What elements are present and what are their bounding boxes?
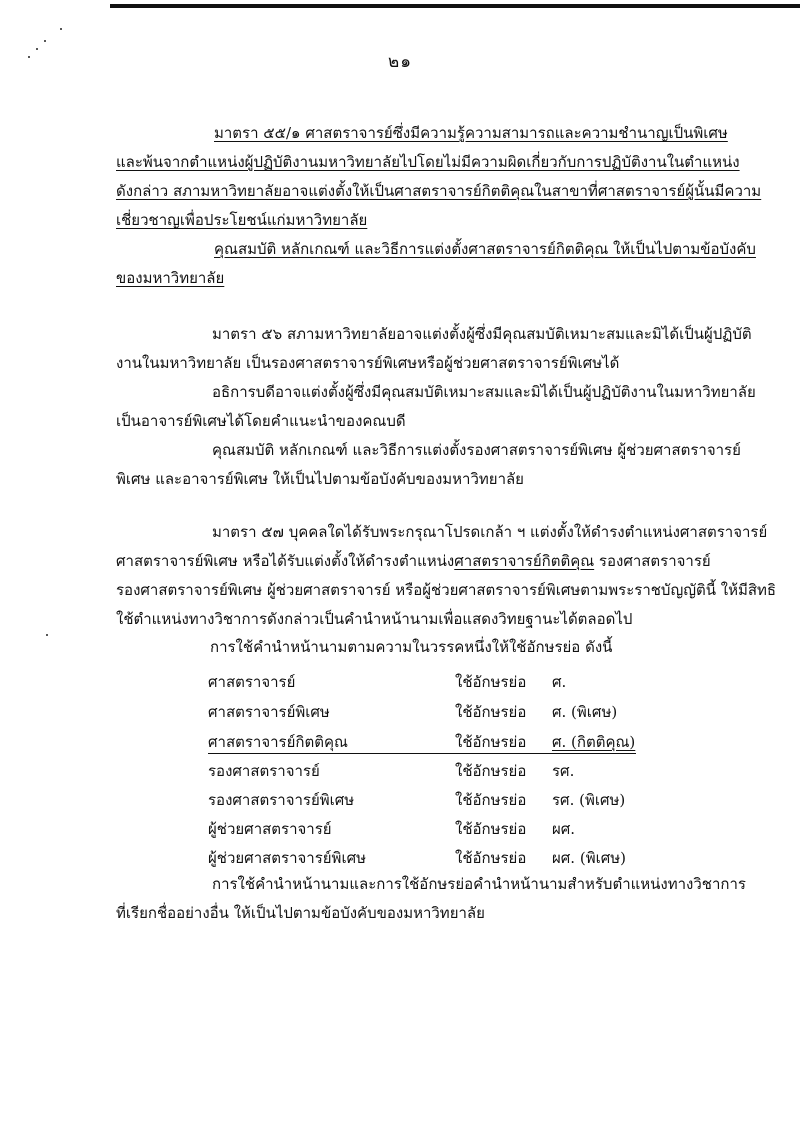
abbreviation-intro: การใช้คำนำหน้านามตามความในวรรคหนึ่งให้ใช้อักษรย่อ ดังนี้	[210, 638, 613, 656]
abbreviation-title: ศาสตราจารย์กิตติคุณ	[208, 733, 348, 751]
section-57-line-3: รองศาสตราจารย์พิเศษ ผู้ช่วยศาสตราจารย์ หรือผู้ช่วยศาสตราจารย์พิเศษตามพระราชบัญญัตินี้ ให้มีสิทธิ	[116, 581, 777, 599]
abbreviation-title: ศาสตราจารย์	[208, 673, 296, 691]
section-56-para-3-line-2: พิเศษ และอาจารย์พิเศษ ให้เป็นไปตามข้อบังคับของมหาวิทยาลัย	[116, 470, 524, 488]
emeritus-row-underline	[208, 753, 636, 754]
section-55-1-line-4: เชี่ยวชาญเพื่อประโยชน์แก่มหาวิทยาลัย	[116, 211, 368, 229]
abbreviation-verb: ใช้อักษรย่อ	[455, 849, 527, 867]
section-56-para-2-line-1: อธิการบดีอาจแต่งตั้งผู้ซึ่งมีคุณสมบัติเหมาะสมและมิได้เป็นผู้ปฏิบัติงานในมหาวิทยาลัย	[212, 383, 756, 401]
abbreviation-title: ศาสตราจารย์พิเศษ	[208, 703, 330, 721]
section-57-line-1: มาตรา ๕๗ บุคคลใดได้รับพระกรุณาโปรดเกล้า ฯ แต่งตั้งให้ดำรงตำแหน่งศาสตราจารย์	[212, 523, 768, 541]
section-56-para-1-line-2: งานในมหาวิทยาลัย เป็นรองศาสตราจารย์พิเศษหรือผู้ช่วยศาสตราจารย์พิเศษได้	[116, 354, 620, 372]
abbreviation-row	[208, 759, 648, 781]
scan-speck	[60, 28, 62, 30]
abbreviation-title: รองศาสตราจารย์	[208, 762, 320, 780]
abbreviation-row	[208, 670, 648, 692]
emeritus-professor-term: ศาสตราจารย์กิตติคุณ	[454, 552, 595, 570]
abbreviation-title: รองศาสตราจารย์พิเศษ	[208, 791, 355, 809]
abbreviation-row	[208, 788, 648, 810]
abbreviation-short: รศ.	[552, 762, 575, 780]
abbreviation-row	[208, 730, 648, 752]
abbreviation-title: ผู้ช่วยศาสตราจารย์	[208, 820, 332, 838]
scan-speck	[46, 634, 48, 636]
abbreviation-short: ผศ.	[552, 820, 576, 838]
abbreviation-short: รศ. (พิเศษ)	[552, 791, 626, 809]
abbreviation-short: ศ. (กิตติคุณ)	[552, 733, 636, 751]
section-55-1-para-2-line-2: ของมหาวิทยาลัย	[116, 269, 225, 287]
abbreviation-verb: ใช้อักษรย่อ	[455, 673, 527, 691]
scan-top-border	[110, 4, 800, 8]
section-55-1-line-3: ดังกล่าว สภามหาวิทยาลัยอาจแต่งตั้งให้เป็นศาสตราจารย์กิตติคุณในสาขาที่ศาสตราจารย์ผู้นั้นมีความ	[116, 182, 762, 200]
section-55-1-line-2: และพ้นจากตำแหน่งผู้ปฏิบัติงานมหาวิทยาลัยไปโดยไม่มีความผิดเกี่ยวกับการปฏิบัติงานในตำแหน่ง	[116, 153, 740, 171]
section-55-1-para-2-line-1: คุณสมบัติ หลักเกณฑ์ และวิธีการแต่งตั้งศาสตราจารย์กิตติคุณ ให้เป็นไปตามข้อบังคับ	[214, 240, 756, 258]
closing-line-1: การใช้คำนำหน้านามและการใช้อักษรย่อคำนำหน้านามสำหรับตำแหน่งทางวิชาการ	[212, 875, 746, 893]
section-56-para-3-line-1: คุณสมบัติ หลักเกณฑ์ และวิธีการแต่งตั้งรองศาสตราจารย์พิเศษ ผู้ช่วยศาสตราจารย์	[212, 441, 741, 459]
abbreviation-title: ผู้ช่วยศาสตราจารย์พิเศษ	[208, 849, 366, 867]
section-56-para-2-line-2: เป็นอาจารย์พิเศษได้โดยคำแนะนำของคณบดี	[116, 412, 406, 430]
section-55-1-line-1: มาตรา ๕๕/๑ ศาสตราจารย์ซึ่งมีความรู้ความสามารถและความชำนาญเป็นพิเศษ	[214, 124, 728, 142]
closing-line-2: ที่เรียกชื่ออย่างอื่น ให้เป็นไปตามข้อบังคับของมหาวิทยาลัย	[116, 904, 485, 922]
abbreviation-short: ศ.	[552, 673, 567, 691]
section-57-line-2-end: รองศาสตราจารย์	[594, 552, 711, 570]
abbreviation-short: ผศ. (พิเศษ)	[552, 849, 626, 867]
abbreviation-short: ศ. (พิเศษ)	[552, 703, 618, 721]
abbreviation-verb: ใช้อักษรย่อ	[455, 733, 527, 751]
section-56-para-1-line-1: มาตรา ๕๖ สภามหาวิทยาลัยอาจแต่งตั้งผู้ซึ่งมีคุณสมบัติเหมาะสมและมิได้เป็นผู้ปฏิบัติ	[212, 325, 752, 343]
section-57-line-2	[116, 551, 711, 571]
abbreviation-row	[208, 817, 648, 839]
abbreviation-row	[208, 700, 648, 722]
section-57-line-4: ใช้ตำแหน่งทางวิชาการดังกล่าวเป็นคำนำหน้านามเพื่อแสดงวิทยฐานะได้ตลอดไป	[116, 610, 633, 628]
abbreviation-verb: ใช้อักษรย่อ	[455, 820, 527, 838]
abbreviation-verb: ใช้อักษรย่อ	[455, 703, 527, 721]
page-number: ๒๑	[388, 52, 412, 72]
scan-speck	[44, 40, 46, 42]
abbreviation-verb: ใช้อักษรย่อ	[455, 791, 527, 809]
abbreviation-row	[208, 846, 648, 868]
abbreviation-verb: ใช้อักษรย่อ	[455, 762, 527, 780]
section-57-line-2-start: ศาสตราจารย์พิเศษ หรือได้รับแต่งตั้งให้ดำรงตำแหน่ง	[116, 552, 455, 570]
